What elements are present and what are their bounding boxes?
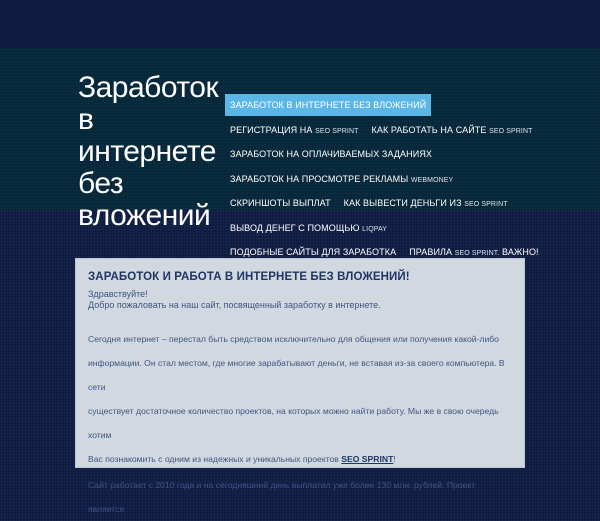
welcome-text: Добро пожаловать на наш сайт, посвященный заработку в интернете. [88, 300, 381, 310]
nav-item[interactable] [225, 119, 364, 141]
nav-item-label: ПРАВИЛА [409, 247, 455, 257]
nav-row [225, 192, 600, 217]
nav-item[interactable] [225, 217, 392, 239]
nav-item-label: КАК РАБОТАТЬ НА САЙТЕ [371, 124, 490, 135]
content-heading: ЗАРАБОТОК И РАБОТА В ИНТЕРНЕТЕ БЕЗ ВЛОЖЕНИЙ! [88, 271, 410, 283]
nav-item-label: РЕГИСТРАЦИЯ НА [230, 124, 316, 135]
nav-row [225, 143, 600, 168]
nav-item-suffix: ВАЖНО! [499, 247, 539, 257]
paragraph-line [88, 447, 512, 471]
greeting-text: Здравствуйте! [88, 289, 148, 299]
paragraph-line: информации. Он стал местом, где многие зарабатывают деньги, не вставая из-за своего компьютера. В сети [88, 358, 505, 392]
seo-sprint-link[interactable]: SEO SPRINT [341, 454, 394, 464]
nav-item-brand: SEO SPRINT [464, 201, 508, 208]
nav-item-brand: SEO SPRINT [489, 127, 533, 135]
nav-item-label: ЗАРАБОТОК В ИНТЕРНЕТЕ БЕЗ ВЛОЖЕНИЙ [230, 100, 427, 110]
nav-item-label: ЗАРАБОТОК НА ПРОСМОТРЕ РЕКЛАМЫ [230, 173, 411, 184]
main-nav [225, 94, 600, 266]
site-header [0, 48, 600, 257]
nav-item-brand: LIQPAY [362, 225, 388, 233]
paragraph-line: существует достаточное количество проектов, на которых можно найти работу. Мы же в свою очередь хотим [88, 406, 499, 440]
nav-item[interactable] [225, 168, 458, 190]
nav-item-brand: SEO SPRINT [315, 127, 359, 135]
nav-item-label: СКРИНШОТЫ ВЫПЛАТ [230, 198, 331, 208]
nav-item-label: КАК ВЫВЕСТИ ДЕНЬГИ ИЗ [343, 198, 465, 208]
nav-item[interactable] [367, 119, 538, 141]
paragraph-line: Сегодня интернет – перестал быть средством исключительно для общения или получения какой-либо [88, 334, 499, 344]
nav-row [225, 217, 600, 242]
nav-item-brand: WEBMONEY [410, 176, 454, 184]
nav-item[interactable] [225, 94, 431, 116]
nav-item-label: ВЫВОД ДЕНЕГ С ПОМОЩЬЮ [230, 222, 363, 233]
nav-item[interactable] [225, 143, 437, 165]
nav-item[interactable] [225, 192, 336, 214]
site-title[interactable]: Заработок в интернете без вложений [78, 71, 219, 232]
nav-row [225, 168, 600, 193]
top-strip [0, 0, 600, 48]
paragraph-text: Вас познакомить с одним из надежных и уникальных проектов [88, 454, 342, 464]
nav-item-label: ЗАРАБОТОК НА ОПЛАЧИВАЕМЫХ ЗАДАНИЯХ [230, 149, 433, 159]
nav-item[interactable] [339, 192, 513, 214]
paragraph-text: ! [393, 454, 396, 464]
nav-item-label: ПОДОБНЫЕ САЙТЫ ДЛЯ ЗАРАБОТКА [230, 247, 397, 257]
content-card [75, 258, 525, 514]
nav-item-brand: SEO SPRINT. [454, 250, 500, 257]
nav-row [225, 94, 600, 119]
nav-row [225, 119, 600, 144]
paragraph-line: Сайт работает с 2010 года и на сегодняшний день выплатил уже более 130 млн. рублей. Проект является [88, 480, 476, 514]
